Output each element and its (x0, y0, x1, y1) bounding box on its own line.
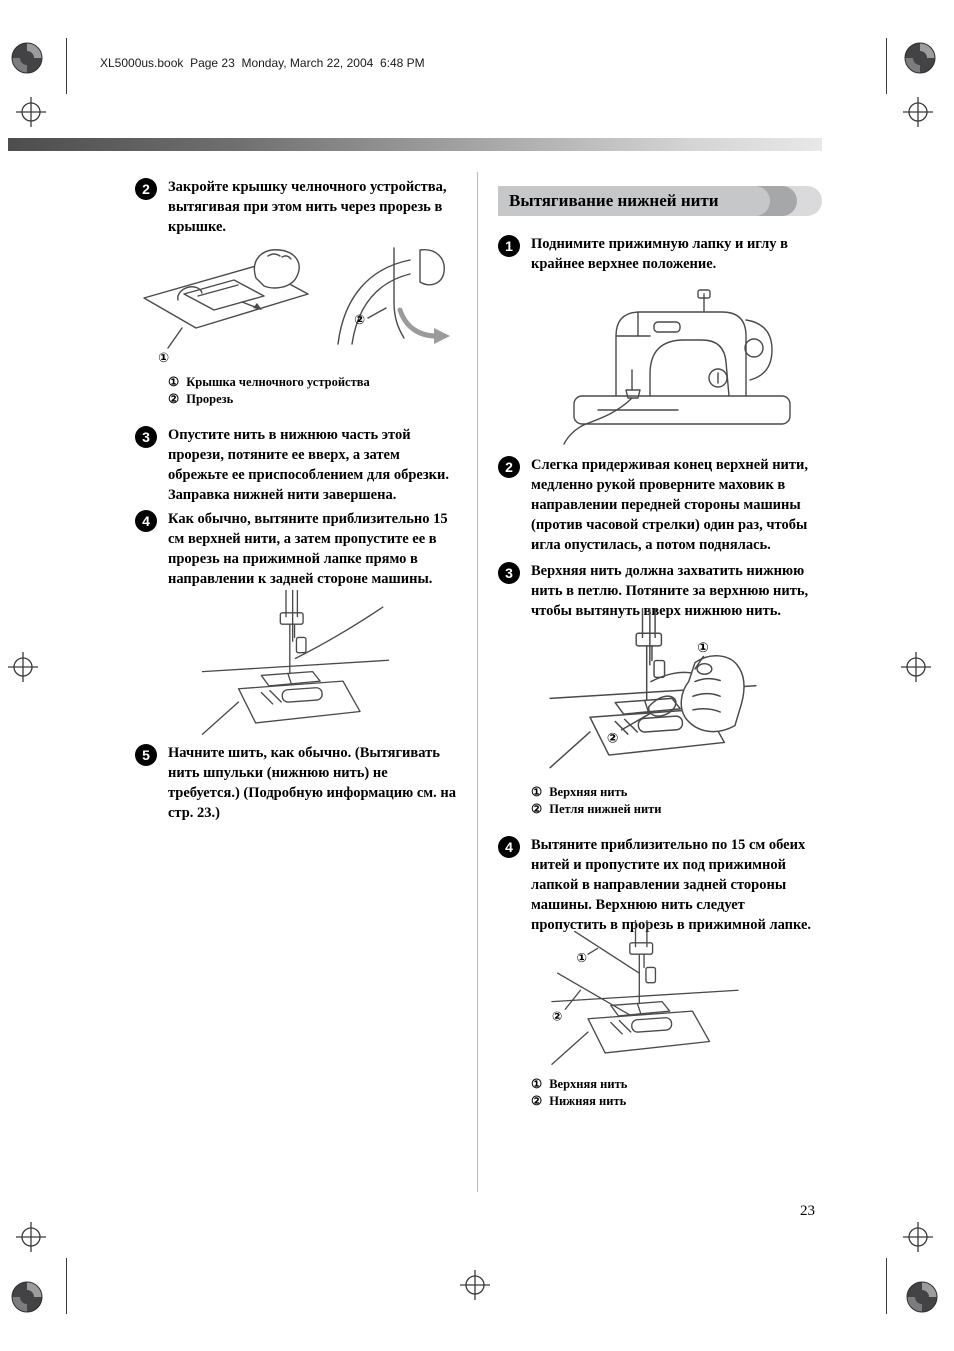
crop-line (886, 1258, 887, 1314)
crop-line (66, 1258, 67, 1314)
section-header (498, 186, 770, 216)
circled-2-marker: ② (354, 313, 366, 328)
step-number-badge: 4 (135, 510, 157, 532)
legend-row (531, 1093, 627, 1110)
legend-row (531, 1076, 627, 1093)
halftone-target-icon (903, 41, 937, 75)
step-number-badge: 2 (135, 178, 157, 200)
step-instruction: Вытяните приблизительно по 15 см обеих нитей и пропустите их под прижимной лапкой в направлении задней стороны машины. Верхнюю нить следует пропустить в прорезь в прижимной лапке. (531, 837, 812, 933)
legend-label: Верхняя нить (549, 785, 628, 799)
legend-row (168, 374, 370, 391)
page-number: 23 (800, 1203, 815, 1219)
registration-cross-icon (16, 97, 46, 127)
legend-row (168, 391, 370, 408)
step-instruction: Как обычно, вытяните приблизительно 15 см верхней нити, а затем пропустите ее в прорезь на прижимной лапке прямо в направлении к задней стороне машины. (168, 511, 448, 587)
halftone-target-icon (10, 41, 44, 75)
legend-label: Прорезь (186, 392, 234, 406)
legend-bobbin-cover (168, 374, 370, 408)
legend-row (531, 801, 662, 818)
step-instruction: Закройте крышку челночного устройства, вытягивая при этом нить через прорезь в крышке. (168, 179, 447, 235)
registration-cross-icon (460, 1270, 490, 1300)
column-divider (477, 172, 478, 1192)
top-gradient-bar (8, 138, 822, 151)
sewing-machine-illustration (558, 278, 808, 450)
legend-marker: ① (531, 785, 543, 799)
crop-line (886, 38, 887, 94)
step-number-badge: 3 (498, 562, 520, 584)
legend-thread-loop (531, 784, 662, 818)
registration-cross-icon (903, 1222, 933, 1252)
legend-marker: ② (168, 392, 180, 406)
legend-marker: ① (531, 1077, 543, 1091)
bobbin-cover-illustration (138, 244, 453, 368)
registration-cross-icon (901, 652, 931, 682)
legend-label: Петля нижней нити (549, 802, 662, 816)
registration-cross-icon (8, 652, 38, 682)
legend-label: Нижняя нить (549, 1094, 627, 1108)
circled-2-marker: ② (606, 730, 619, 747)
thread-loop-hand-illustration (548, 608, 758, 774)
step-number-badge: 2 (498, 456, 520, 478)
step-instruction: Поднимите прижимную лапку и иглу в крайнее верхнее положение. (531, 236, 788, 272)
section-title: Вытягивание нижней нити (509, 191, 719, 210)
halftone-target-icon (905, 1280, 939, 1314)
legend-label: Верхняя нить (549, 1077, 628, 1091)
step-number-badge: 5 (135, 744, 157, 766)
step-instruction: Слегка придерживая конец верхней нити, медленно рукой проверните маховик в направлении передней стороны машины (против часовой стрелки) один раз, чтобы игла опустилась, а потом поднялась. (531, 457, 809, 553)
crop-line (66, 38, 67, 94)
legend-threads (531, 1076, 627, 1110)
step-number-badge: 1 (498, 235, 520, 257)
step-instruction: Опустите нить в нижнюю часть этой прорези, потяните ее вверх, а затем обрежьте ее приспособлением для обрезки. Заправка нижней нити завершена. (168, 427, 450, 503)
legend-marker: ② (531, 1094, 543, 1108)
circled-1-marker: ① (697, 640, 709, 657)
step-instruction: Начните шить, как обычно. (Вытягивать нить шпульки (нижнюю нить) не требуется.) (Подробную информацию см. на стр. 23.) (168, 745, 456, 821)
legend-row (531, 784, 662, 801)
circled-1-marker: ① (158, 351, 170, 366)
registration-cross-icon (16, 1222, 46, 1252)
step-number-badge: 4 (498, 836, 520, 858)
legend-label: Крышка челночного устройства (186, 375, 370, 389)
legend-marker: ② (531, 802, 543, 816)
presser-foot-thread-illustration (198, 590, 393, 740)
threads-under-foot-illustration (540, 920, 750, 1070)
step-instruction: Верхняя нить должна захватить нижнюю нить в петлю. Потяните за верхнюю нить, чтобы вытянуть вверх нижнюю нить. (531, 563, 809, 619)
halftone-target-icon (10, 1280, 44, 1314)
circled-2-marker: ② (551, 1009, 563, 1024)
step-number-badge: 3 (135, 426, 157, 448)
registration-cross-icon (903, 97, 933, 127)
print-header: XL5000us.book Page 23 Monday, March 22, 2004 6:48 PM (100, 56, 425, 70)
legend-marker: ① (168, 375, 180, 389)
circled-1-marker: ① (576, 950, 588, 965)
